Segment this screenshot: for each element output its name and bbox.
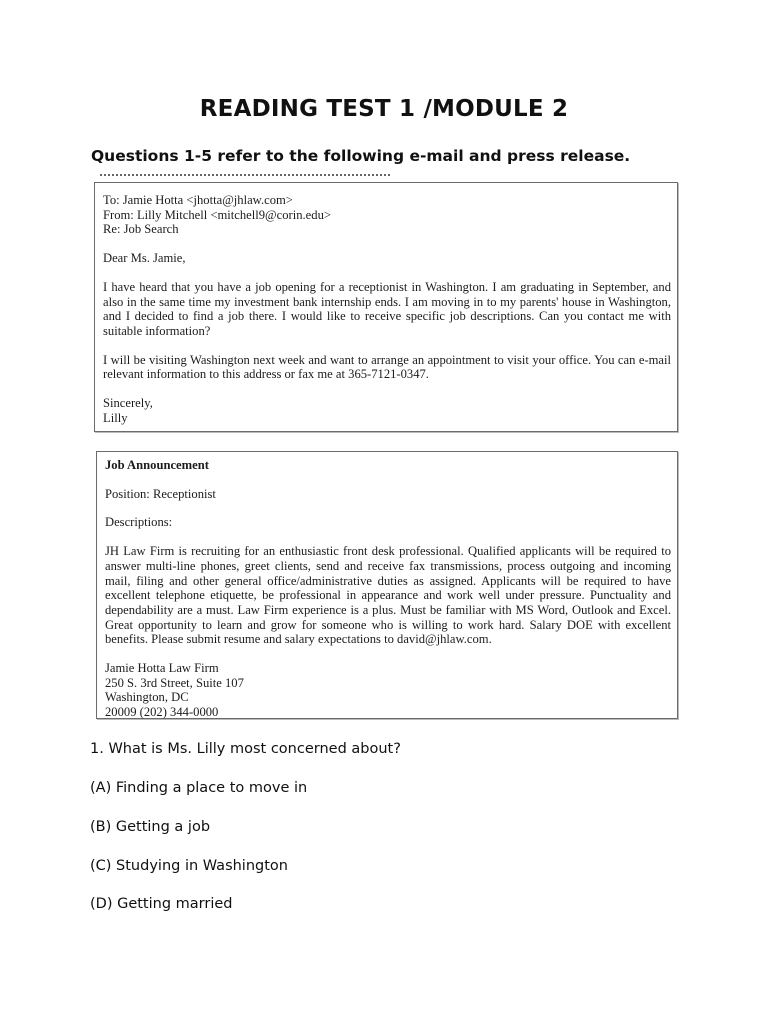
email-to: To: Jamie Hotta <jhotta@jhlaw.com> — [103, 193, 293, 207]
option-b[interactable]: (B) Getting a job — [90, 819, 211, 835]
cropped-text-line — [100, 174, 390, 179]
email-paragraph-1: I have heard that you have a job opening for a receptionist in Washington. I am graduating in September, and also in the same time my investment bank internship ends. I am moving in to my parents' house in Washington, and I decided to find a job there. I would like to receive specific job descriptions. Can you contact me with suitable information? — [103, 279, 671, 338]
firm-address-1: 250 S. 3rd Street, Suite 107 — [105, 675, 244, 690]
job-position: Position: Receptionist — [105, 486, 216, 501]
email-subject: Re: Job Search — [103, 222, 179, 237]
email-signature: Lilly — [103, 410, 128, 425]
firm-name: Jamie Hotta Law Firm — [105, 661, 219, 676]
page-title: READING TEST 1 /MODULE 2 — [199, 96, 569, 122]
firm-address-2: Washington, DC — [105, 690, 189, 705]
job-announcement-box — [96, 451, 678, 719]
firm-address-3: 20009 (202) 344-0000 — [105, 705, 219, 720]
email-greeting: Dear Ms. Jamie, — [103, 251, 186, 266]
email-from: From: Lilly Mitchell <mitchell9@corin.edu> — [103, 207, 331, 222]
question-1: 1. What is Ms. Lilly most concerned about? — [90, 741, 401, 757]
job-heading: Job Announcement — [105, 458, 209, 472]
email-paragraph-2: I will be visiting Washington next week and want to arrange an appointment to visit your office. You can e-mail relevant information to this address or fax me at 365-7121-0347. — [103, 352, 671, 382]
job-body: JH Law Firm is recruiting for an enthusiastic front desk professional. Qualified applicants will be required to answer multi-line phones, greet clients, send and receive fax transmissions, process outgoing and incoming mail, filing and other general office/administrative duties as assigned. Applicants will be required to have excellent telephone etiquette, be professional in appearance and work well under pressure. Punctuality and dependability are a must. Law Firm experience is a plus. Must be familiar with MS Word, Outlook and Excel. Great opportunity to learn and grow for someone who is willing to work hard. Salary DOE with excellent benefits. Please submit resume and salary expectations to david@jhlaw.com. — [105, 544, 671, 647]
option-c[interactable]: (C) Studying in Washington — [90, 858, 288, 874]
job-descriptions-label: Descriptions: — [105, 515, 173, 530]
email-closing: Sincerely, — [103, 396, 153, 411]
option-a[interactable]: (A) Finding a place to move in — [90, 780, 308, 796]
option-d[interactable]: (D) Getting married — [90, 896, 233, 912]
email-box — [94, 182, 678, 432]
instructions: Questions 1-5 refer to the following e-mail and press release. — [91, 147, 631, 165]
